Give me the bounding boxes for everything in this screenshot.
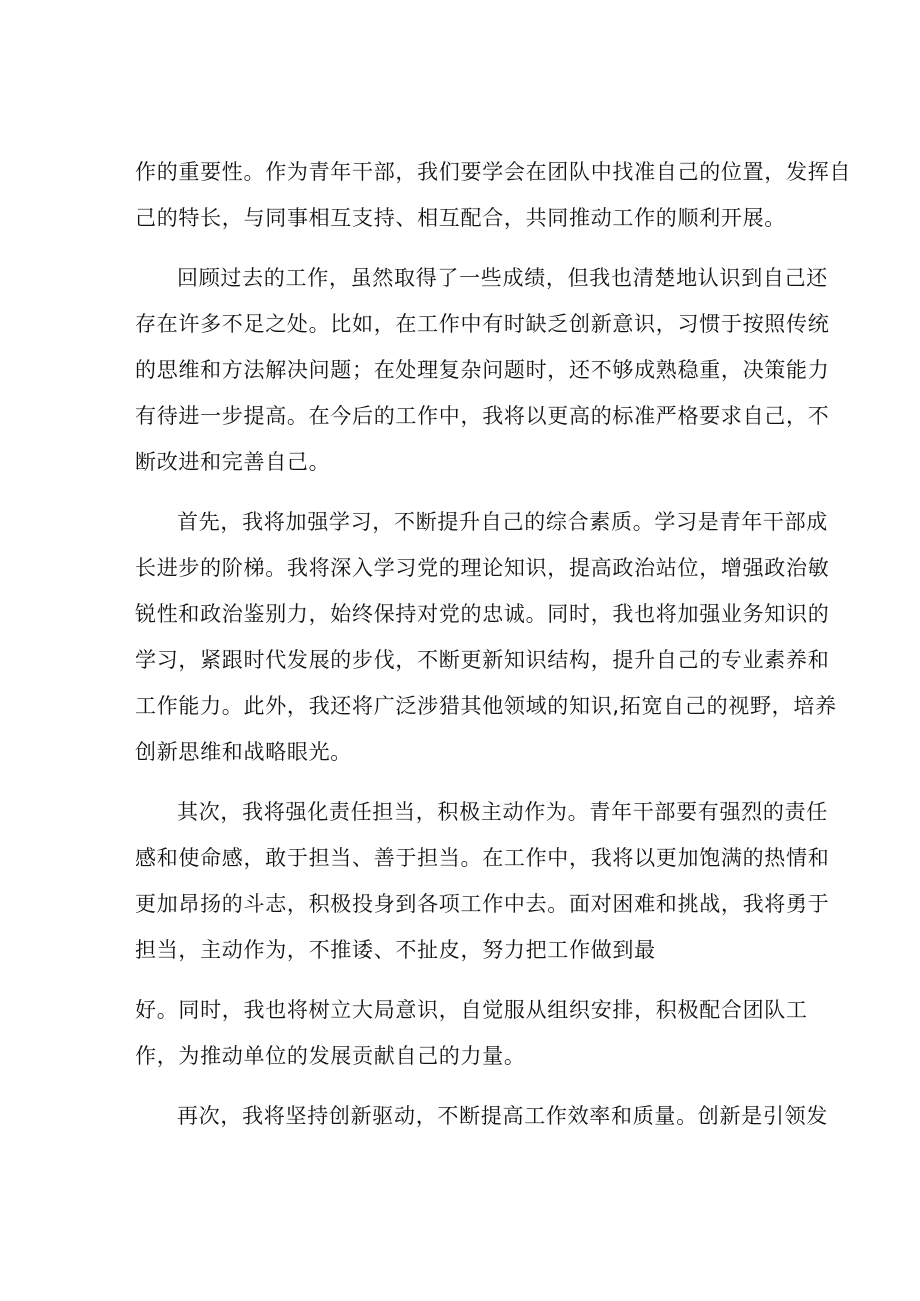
text-line: 作，为推动单位的发展贡献自己的力量。	[135, 1044, 526, 1068]
text-line: 作的重要性。作为青年干部，我们要学会在团队中找准自己的位置，发挥自	[135, 160, 852, 184]
text-line: 长进步的阶梯。我将深入学习党的理论知识，提高政治站位，增强政治敏	[135, 556, 830, 580]
text-line: 学习，紧跟时代发展的步伐，不断更新知识结构，提升自己的专业素养和	[135, 648, 830, 672]
text-line: 有待进一步提高。在今后的工作中，我将以更高的标准严格要求自己，不	[135, 404, 830, 428]
text-line: 己的特长，与同事相互支持、相互配合，共同推动工作的顺利开展。	[135, 206, 786, 230]
text-line: 再次，我将坚持创新驱动，不断提高工作效率和质量。创新是引领发	[177, 1104, 828, 1128]
text-line: 感和使命感，敢于担当、善于担当。在工作中，我将以更加饱满的热情和	[135, 846, 830, 870]
text-line: 的思维和方法解决问题；在处理复杂问题时，还不够成熟稳重，决策能力	[135, 358, 830, 382]
text-line: 更加昂扬的斗志，积极投身到各项工作中去。面对困难和挑战，我将勇于	[135, 892, 830, 916]
text-line: 存在许多不足之处。比如，在工作中有时缺乏创新意识，习惯于按照传统	[135, 312, 830, 336]
text-line: 创新思维和战略眼光。	[135, 740, 352, 764]
text-line: 回顾过去的工作，虽然取得了一些成绩，但我也清楚地认识到自己还	[177, 266, 828, 290]
text-line: 工作能力。此外，我还将广泛涉猎其他领域的知识,拓宽自己的视野，培养	[135, 694, 837, 718]
text-line: 担当，主动作为，不推诿、不扯皮，努力把工作做到最	[135, 938, 656, 962]
text-line: 首先，我将加强学习，不断提升自己的综合素质。学习是青年干部成	[177, 510, 828, 534]
text-line: 其次，我将强化责任担当，积极主动作为。青年干部要有强烈的责任	[177, 800, 828, 824]
text-line: 锐性和政治鉴别力，始终保持对党的忠诚。同时，我也将加强业务知识的	[135, 602, 830, 626]
text-line: 断改进和完善自己。	[135, 450, 331, 474]
text-line: 好。同时，我也将树立大局意识，自觉服从组织安排，积极配合团队工	[135, 998, 808, 1022]
